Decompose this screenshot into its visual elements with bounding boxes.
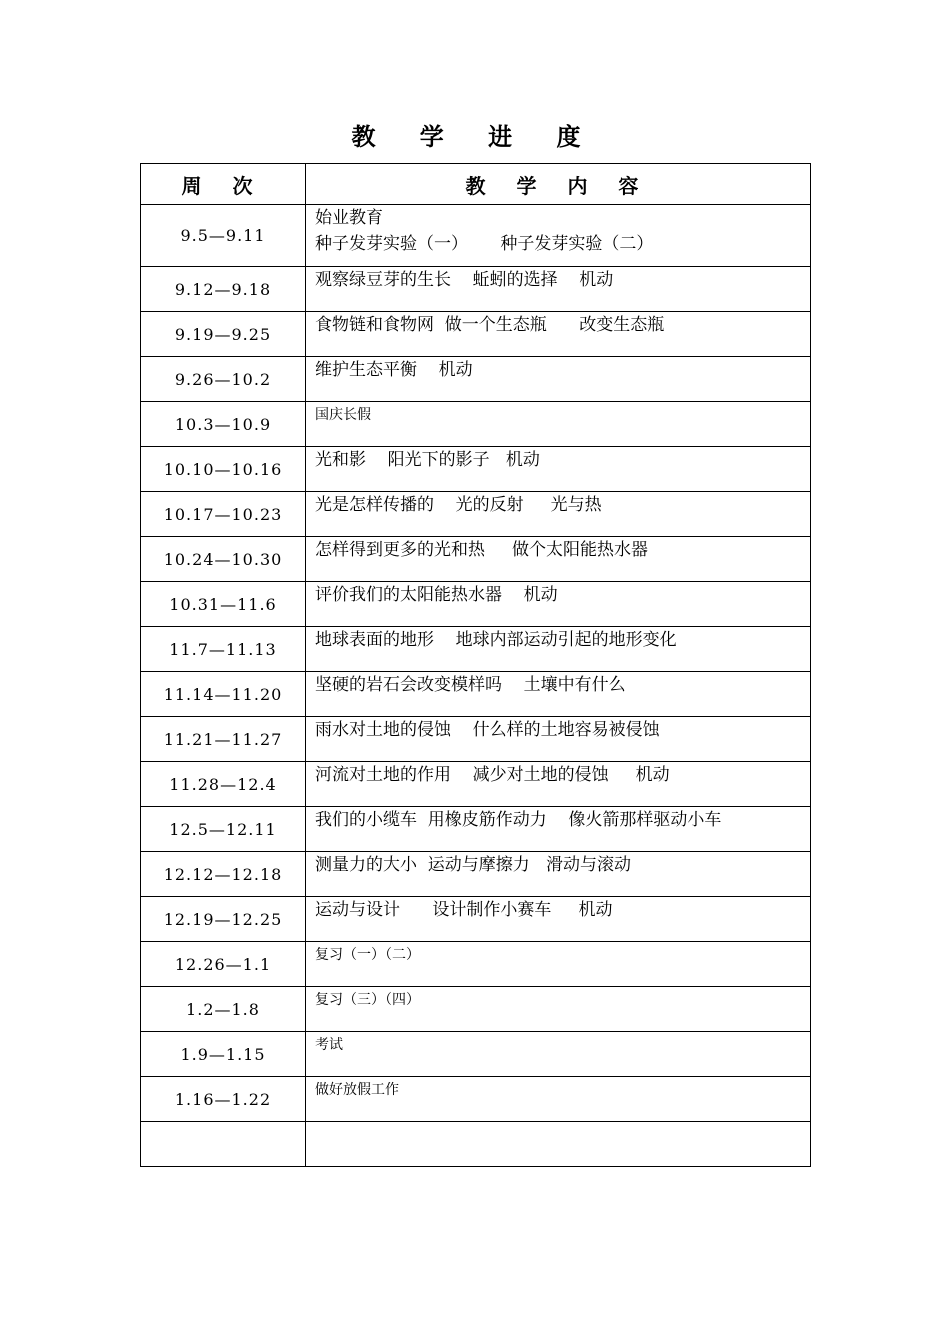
content-cell: 光是怎样传播的 光的反射 光与热 [306,492,811,537]
table-row [141,1032,811,1077]
table-row [141,312,811,357]
week-cell: 9.19—9.25 [141,312,306,357]
week-cell: 10.3—10.9 [141,402,306,447]
table-row [141,582,811,627]
content-cell: 坚硬的岩石会改变模样吗 土壤中有什么 [306,672,811,717]
table-row [141,357,811,402]
week-cell: 10.24—10.30 [141,537,306,582]
table-row [141,987,811,1032]
table-row [141,807,811,852]
week-cell: 10.17—10.23 [141,492,306,537]
content-cell: 怎样得到更多的光和热 做个太阳能热水器 [306,537,811,582]
table-row [141,1077,811,1122]
week-cell: 10.31—11.6 [141,582,306,627]
content-cell: 地球表面的地形 地球内部运动引起的地形变化 [306,627,811,672]
content-cell: 做好放假工作 [306,1077,811,1122]
week-cell: 12.5—12.11 [141,807,306,852]
content-cell: 运动与设计 设计制作小赛车 机动 [306,897,811,942]
week-cell: 1.16—1.22 [141,1077,306,1122]
content-cell: 测量力的大小 运动与摩擦力 滑动与滚动 [306,852,811,897]
content-cell: 观察绿豆芽的生长 蚯蚓的选择 机动 [306,267,811,312]
table-row [141,627,811,672]
content-cell: 食物链和食物网 做一个生态瓶 改变生态瓶 [306,312,811,357]
table-row [141,897,811,942]
table-row [141,267,811,312]
page-title: 教 学 进 度 [351,123,599,151]
content-cell: 始业教育 种子发芽实验（一） 种子发芽实验（二） [306,205,811,267]
table-row [141,447,811,492]
week-cell: 9.5—9.11 [141,205,306,267]
week-cell: 1.2—1.8 [141,987,306,1032]
table-row [141,717,811,762]
week-column-header: 周 次 [141,164,306,205]
content-cell: 评价我们的太阳能热水器 机动 [306,582,811,627]
week-cell: 1.9—1.15 [141,1032,306,1077]
content-cell: 光和影 阳光下的影子 机动 [306,447,811,492]
schedule-table [140,163,811,1167]
week-cell: 12.26—1.1 [141,942,306,987]
content-cell: 国庆长假 [306,402,811,447]
week-cell: 9.12—9.18 [141,267,306,312]
table-row [141,672,811,717]
week-cell: 12.19—12.25 [141,897,306,942]
week-cell: 9.26—10.2 [141,357,306,402]
content-cell: 复习（三）（四） [306,987,811,1032]
table-row [141,402,811,447]
week-cell: 11.21—11.27 [141,717,306,762]
table-row [141,205,811,267]
table-row [141,492,811,537]
content-cell: 考试 [306,1032,811,1077]
week-cell: 11.7—11.13 [141,627,306,672]
content-cell: 河流对土地的作用 减少对土地的侵蚀 机动 [306,762,811,807]
content-column-header: 教 学 内 容 [306,164,811,205]
content-cell: 维护生态平衡 机动 [306,357,811,402]
week-cell: 10.10—10.16 [141,447,306,492]
content-cell: 我们的小缆车 用橡皮筋作动力 像火箭那样驱动小车 [306,807,811,852]
week-cell: 12.12—12.18 [141,852,306,897]
table-row [141,762,811,807]
week-cell: 11.14—11.20 [141,672,306,717]
table-row [141,537,811,582]
table-row [141,852,811,897]
table-header-row [141,164,811,205]
content-cell: 雨水对土地的侵蚀 什么样的土地容易被侵蚀 [306,717,811,762]
table-row [141,942,811,987]
week-cell: 11.28—12.4 [141,762,306,807]
content-cell: 复习（一）（二） [306,942,811,987]
content-cell [306,1122,811,1167]
week-cell [141,1122,306,1167]
table-row-empty [141,1122,811,1167]
